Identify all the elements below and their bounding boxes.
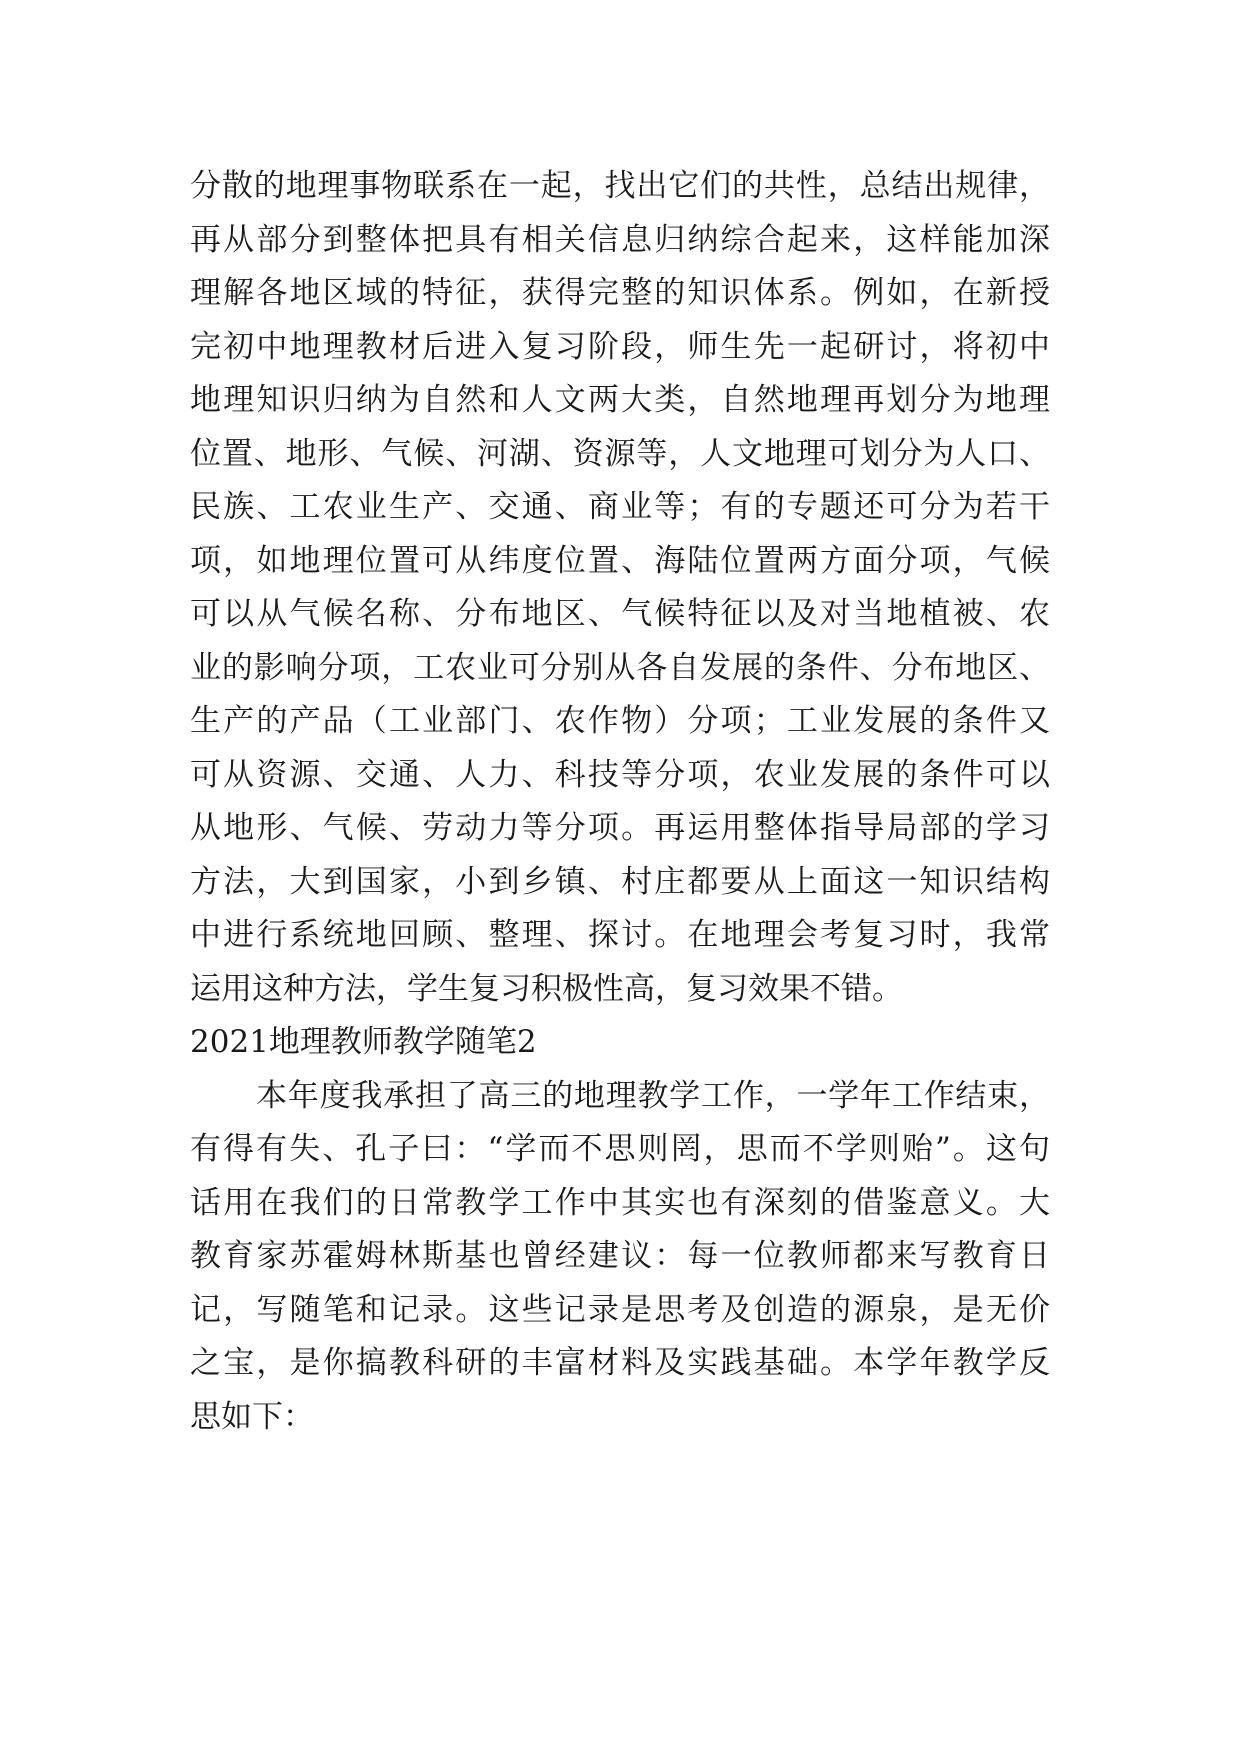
paragraph-line: 教育家苏霍姆林斯基也曾经建议：每一位教师都来写教育日 (190, 1238, 1050, 1274)
paragraph-line: 运用这种方法，学生复习积极性高，复习效果不错。 (190, 970, 903, 1007)
paragraph-line: 民族、工农业生产、交通、商业等；有的专题还可分为若干 (190, 489, 1050, 525)
paragraph-line: 本年度我承担了高三的地理教学工作，一学年工作结束， (256, 1077, 1050, 1114)
paragraph-line: 位置、地形、气候、河湖、资源等，人文地理可划分为人口、 (190, 435, 1050, 472)
document-body (190, 160, 1050, 1444)
paragraph-line: 之宝，是你搞教科研的丰富材料及实践基础。本学年教学反 (190, 1345, 1050, 1381)
paragraph-line: 地理知识归纳为自然和人文两大类，自然地理再划分为地理 (190, 382, 1050, 418)
paragraph-line: 项，如地理位置可从纬度位置、海陆位置两方面分项，气候 (190, 542, 1050, 579)
paragraph-line: 可从资源、交通、人力、科技等分项，农业发展的条件可以 (190, 756, 1050, 793)
paragraph-line: 再从部分到整体把具有相关信息归纳综合起来，这样能加深 (190, 221, 1050, 258)
paragraph-line: 理解各地区域的特征，获得完整的知识体系。例如，在新授 (190, 275, 1050, 311)
section-heading: 2021地理教师教学随笔2 (190, 1024, 537, 1060)
paragraph-line: 有得有失、孔子曰：“学而不思则罔，思而不学则贻”。这句 (190, 1131, 1050, 1167)
paragraph-line: 思如下： (190, 1398, 314, 1435)
paragraph-line: 生产的产品（工业部门、农作物）分项；工业发展的条件又 (190, 703, 1050, 739)
paragraph-line: 分散的地理事物联系在一起，找出它们的共性，总结出规律， (190, 168, 1050, 204)
paragraph-line: 从地形、气候、劳动力等分项。再运用整体指导局部的学习 (190, 810, 1050, 846)
paragraph-line: 方法，大到国家，小到乡镇、村庄都要从上面这一知识结构 (190, 863, 1050, 900)
paragraph-line: 记，写随笔和记录。这些记录是思考及创造的源泉，是无价 (190, 1291, 1050, 1328)
paragraph-line: 业的影响分项，工农业可分别从各自发展的条件、分布地区、 (190, 649, 1050, 686)
paragraph-line: 可以从气候名称、分布地区、气候特征以及对当地植被、农 (190, 596, 1050, 632)
paragraph-line: 中进行系统地回顾、整理、探讨。在地理会考复习时，我常 (190, 917, 1050, 953)
paragraph-line: 话用在我们的日常教学工作中其实也有深刻的借鉴意义。大 (190, 1184, 1050, 1221)
paragraph-line: 完初中地理教材后进入复习阶段，师生先一起研讨，将初中 (190, 328, 1050, 365)
